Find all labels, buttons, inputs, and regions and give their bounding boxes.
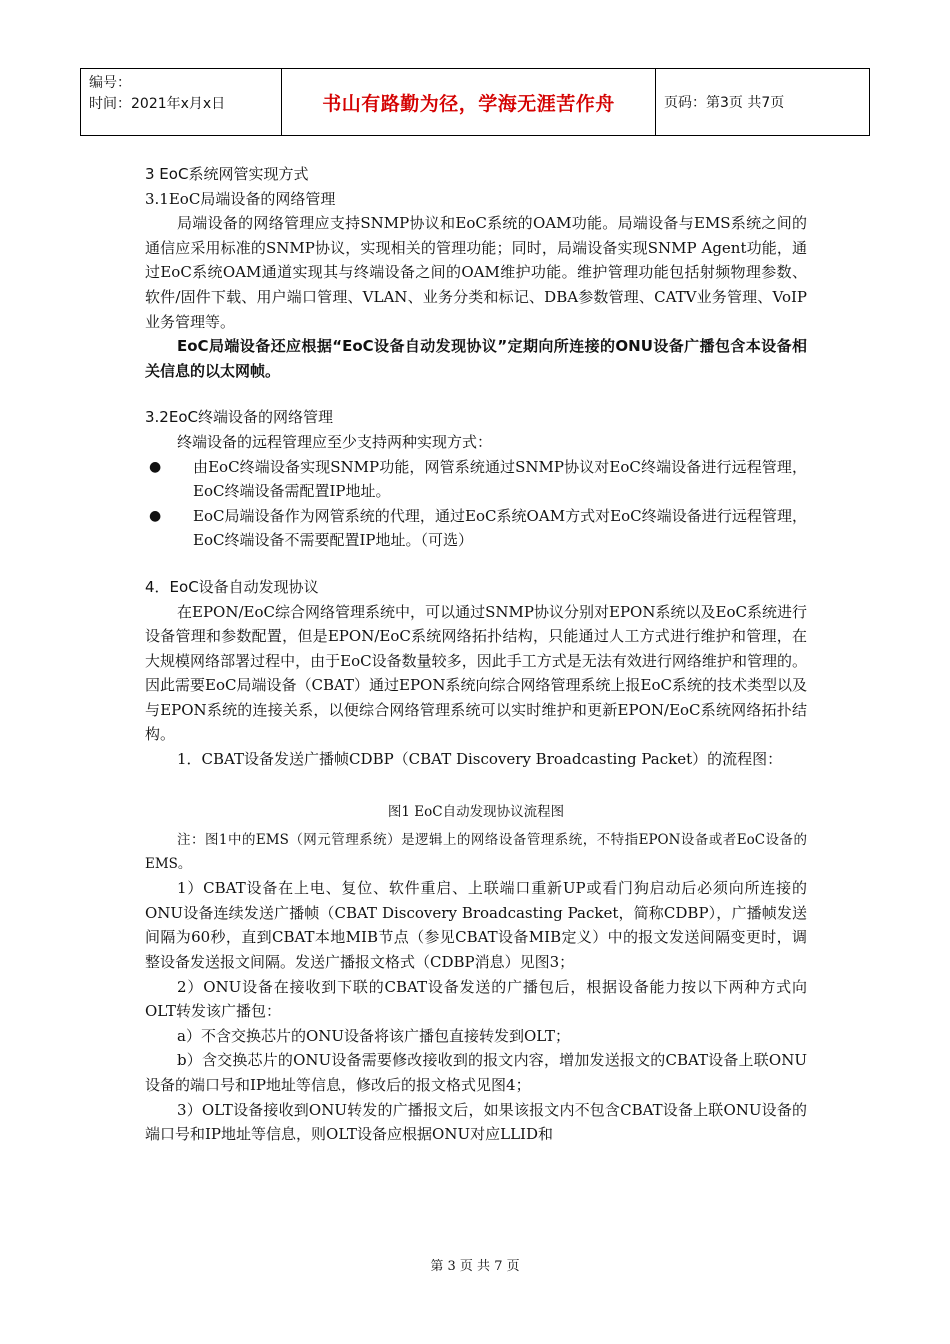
section-3-2-title: 3.2EoC终端设备的网络管理 bbox=[145, 408, 333, 427]
section-4-paragraph-2: 1．CBAT设备发送广播帧CDBP（CBAT Discovery Broadcasting Packet）的流程图： bbox=[177, 750, 783, 769]
bullet-icon: ● bbox=[149, 458, 162, 475]
document-body bbox=[145, 162, 807, 1147]
section-3-1-title: 3.1EoC局端设备的网络管理 bbox=[145, 189, 336, 208]
section-3-2-paragraph-1: 终端设备的远程管理应至少支持两种实现方式： bbox=[177, 432, 493, 451]
number-label: 编号： bbox=[89, 75, 131, 91]
time-label: 时间：2021年x月x日 bbox=[89, 96, 226, 112]
figure-caption: 图1 EoC自动发现协议流程图 bbox=[387, 803, 565, 820]
step-2a-paragraph: a）不含交换芯片的ONU设备将该广播包直接转发到OLT； bbox=[177, 1026, 571, 1045]
header-motto: 书山有路勤为径，学海无涯苦作舟 bbox=[282, 69, 656, 135]
section-4-title: 4．EoC设备自动发现协议 bbox=[145, 577, 319, 596]
step-2-paragraph: 2）ONU设备在接收到下联的CBAT设备发送的广播包后，根据设备能力按以下两种方式向OLT转发该广播包： bbox=[145, 977, 807, 1021]
step-2b-paragraph: b）含交换芯片的ONU设备需要修改接收到的报文内容，增加发送报文的CBAT设备上联ONU设备的端口号和IP地址等信息，修改后的报文格式见图4； bbox=[145, 1051, 807, 1094]
header-info-cell bbox=[81, 69, 282, 135]
header-page-label: 页码：第3页 共7页 bbox=[664, 95, 785, 111]
section-3-1-paragraph-2: EoC局端设备还应根据“EoC设备自动发现协议”定期向所连接的ONU设备广播包含本设备相关信息的以太网帧。 bbox=[145, 337, 807, 380]
section-3-title: 3 EoC系统网管实现方式 bbox=[145, 165, 309, 183]
section-4-paragraph-1: 在EPON/EoC综合网络管理系统中，可以通过SNMP协议分别对EPON系统以及EoC系统进行设备管理和参数配置，但是EPON/EoC系统网络拓扑结构，只能通过人工方式进行维护和管理，在大规模网络部署过程中，由于EoC设备数量较多，因此手工方式是无法有效进行网络维护和管理的。因此需要EoC局端设备（CBAT）通过EPON系统向综合网络管理系统上报EoC系统的技术类型以及与EPON系统的连接关系，以便综合网络管理系统可以实时维护和更新EPON/EoC系统网络拓扑结构。 bbox=[145, 602, 807, 744]
section-3-1-paragraph-1: 局端设备的网络管理应支持SNMP协议和EoC系统的OAM功能。局端设备与EMS系统之间的通信应采用标准的SNMP协议，实现相关的管理功能；同时，局端设备实现SNMP Agent功能，通过EoC系统OAM通道实现其与终端设备之间的OAM维护功能。维护管理功能包括射频物理参数、软件/固件下载、用户端口管理、VLAN、业务分类和标记、DBA参数管理、CATV业务管理、VoIP业务管理等。 bbox=[145, 214, 807, 331]
bullet-text: 由EoC终端设备实现SNMP功能，网管系统通过SNMP协议对EoC终端设备进行远程管理，EoC终端设备需配置IP地址。 bbox=[193, 457, 807, 501]
step-1-paragraph: 1）CBAT设备在上电、复位、软件重启、上联端口重新UP或看门狗启动后必须向所连接的ONU设备连续发送广播帧（CBAT Discovery Broadcasting Packet，简称CDBP），广播帧发送间隔为60秒，直到CBAT本地MIB节点（参见CBAT设备MIB定义）中的报文发送间隔变更时，调整设备发送报文间隔。发送广播报文格式（CDBP消息）见图3； bbox=[145, 879, 807, 972]
bullet-item bbox=[145, 504, 807, 553]
bullet-icon: ● bbox=[149, 507, 162, 524]
page-footer: 第 3 页 共 7 页 bbox=[430, 1259, 520, 1274]
bullet-item bbox=[145, 455, 807, 504]
step-3-paragraph: 3）OLT设备接收到ONU转发的广播报文后，如果该报文内不包含CBAT设备上联ONU设备的端口号和IP地址等信息，则OLT设备应根据ONU对应LLID和 bbox=[145, 1100, 807, 1144]
figure-note: 注：图1中的EMS（网元管理系统）是逻辑上的网络设备管理系统，不特指EPON设备或者EoC设备的EMS。 bbox=[145, 832, 807, 873]
bullet-text: EoC局端设备作为网管系统的代理，通过EoC系统OAM方式对EoC终端设备进行远程管理，EoC终端设备不需要配置IP地址。（可选） bbox=[193, 506, 807, 550]
page-header bbox=[80, 68, 870, 136]
